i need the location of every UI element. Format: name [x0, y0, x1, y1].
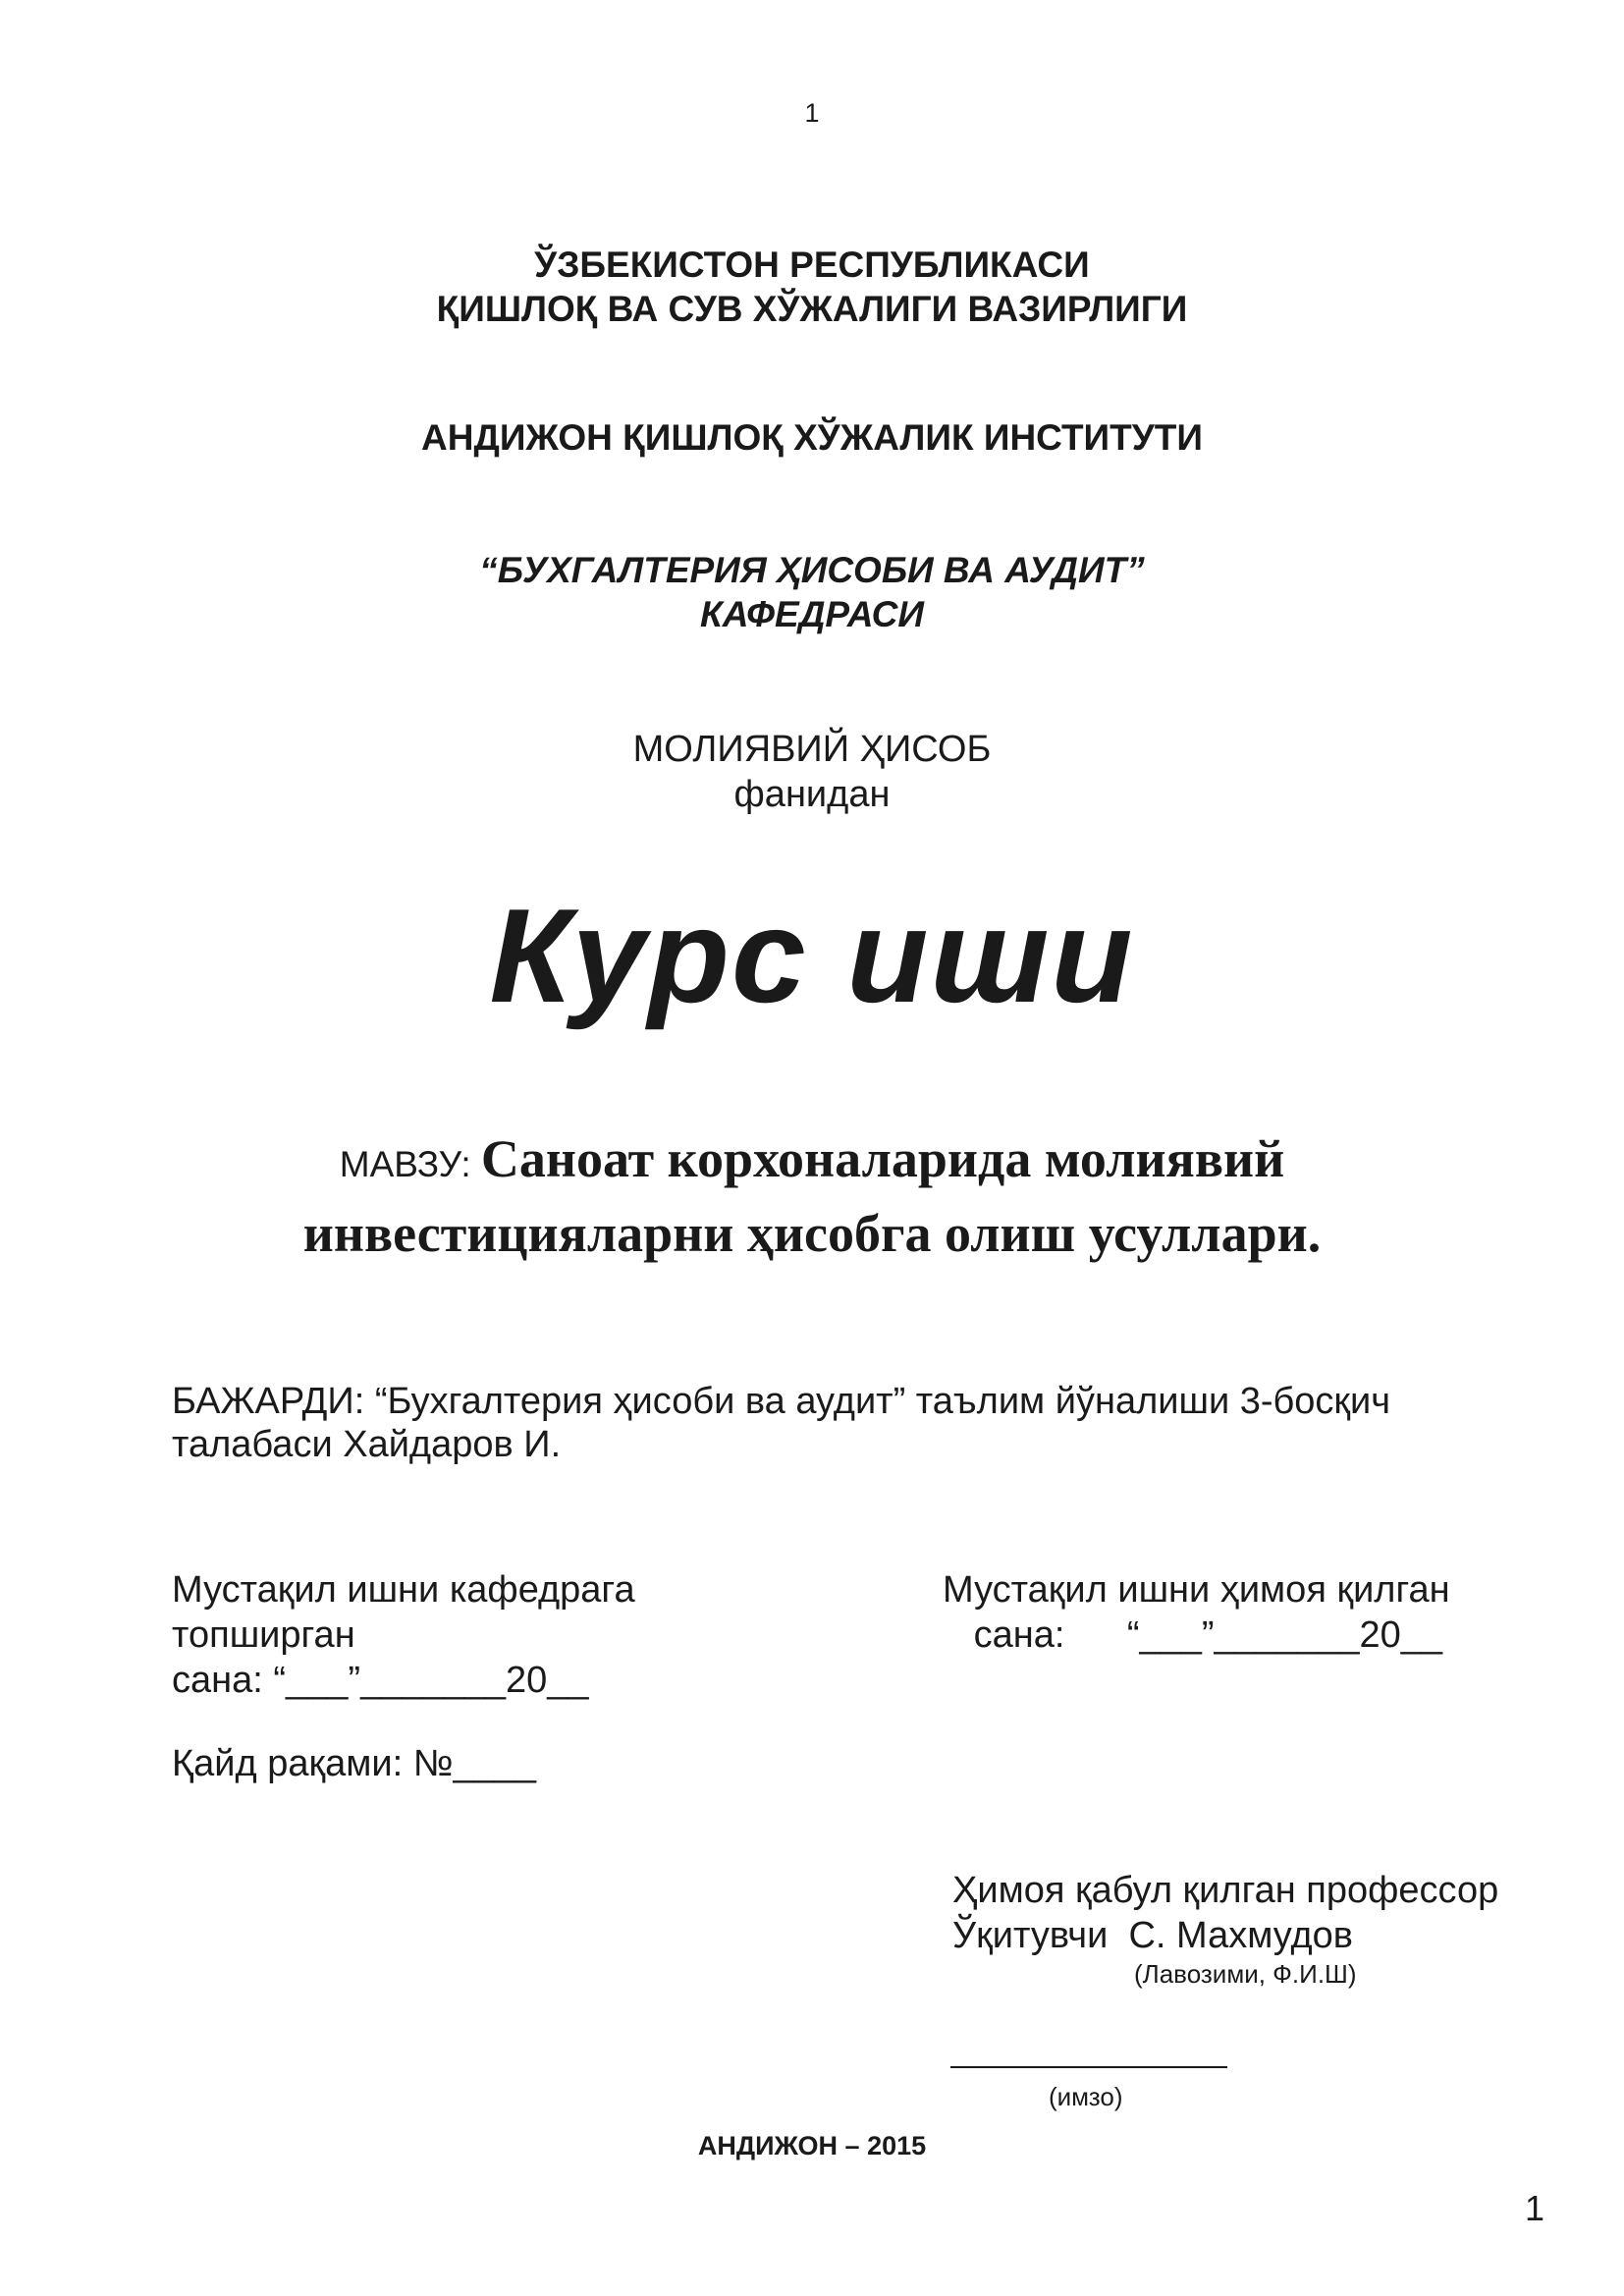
ministry-line-1: ЎЗБЕКИСТОН РЕСПУБЛИКАСИ: [534, 245, 1090, 285]
defense-block: [943, 1567, 1450, 1658]
department-line-1: “БУХГАЛТЕРИЯ ҲИСОБИ ВА АУДИТ”: [479, 550, 1145, 590]
performer-block: [172, 1380, 1478, 1466]
subject-heading: [0, 727, 1624, 817]
defense-date: сана: “___”_______20__: [943, 1614, 1443, 1656]
topic-title-line-1: Саноат корхоналарида молиявий: [480, 1129, 1285, 1188]
topic-block: [0, 1124, 1624, 1268]
submission-block: [172, 1567, 635, 1703]
teacher-name: Ўқитувчи С. Махмудов: [952, 1915, 1353, 1956]
subject-line-2: фанидан: [733, 774, 891, 815]
performer-line-2: талабаси Хайдаров И.: [172, 1424, 562, 1465]
page-number-top: 1: [804, 98, 820, 128]
acceptance-line-1: Ҳимоя қабул қилган профессор: [952, 1870, 1499, 1911]
acceptance-block: [952, 1868, 1498, 1958]
signature-hint: (имзо): [1049, 2082, 1123, 2111]
submission-date: сана: “___”_______20__: [172, 1660, 589, 1701]
footer-city-year: АНДИЖОН – 2015: [697, 2131, 927, 2160]
ministry-heading: [0, 243, 1624, 331]
topic-title-line-2: инвестицияларни ҳисобга олиш усуллари.: [302, 1204, 1322, 1263]
department-line-2: КАФЕДРАСИ: [700, 594, 924, 634]
ministry-line-2: ҚИШЛОҚ ВА СУВ ХЎЖАЛИГИ ВАЗИРЛИГИ: [436, 289, 1188, 329]
defense-line-1: Мустақил ишни ҳимоя қилган: [943, 1569, 1450, 1611]
registry-number: Қайд рақами: №____: [172, 1743, 537, 1784]
page-number-bottom: 1: [1525, 2188, 1545, 2228]
position-hint: (Лавозими, Ф.И.Ш): [1134, 1959, 1357, 1989]
signature-line: [950, 2066, 1227, 2068]
subject-line-1: МОЛИЯВИЙ ҲИСОБ: [632, 729, 992, 770]
institute-name: АНДИЖОН ҚИШЛОҚ ХЎЖАЛИК ИНСТИТУТИ: [421, 417, 1203, 458]
submission-line-1: Мустақил ишни кафедрага: [172, 1569, 635, 1611]
submission-line-2: топширган: [172, 1614, 355, 1656]
department-heading: [0, 548, 1624, 636]
course-title: Курс иши: [489, 881, 1135, 1030]
topic-label: МАВЗУ:: [339, 1144, 481, 1184]
performer-line-1: БАЖАРДИ: “Бухгалтерия ҳисоби ва аудит” таълим йўналиши 3-босқич: [172, 1381, 1391, 1422]
